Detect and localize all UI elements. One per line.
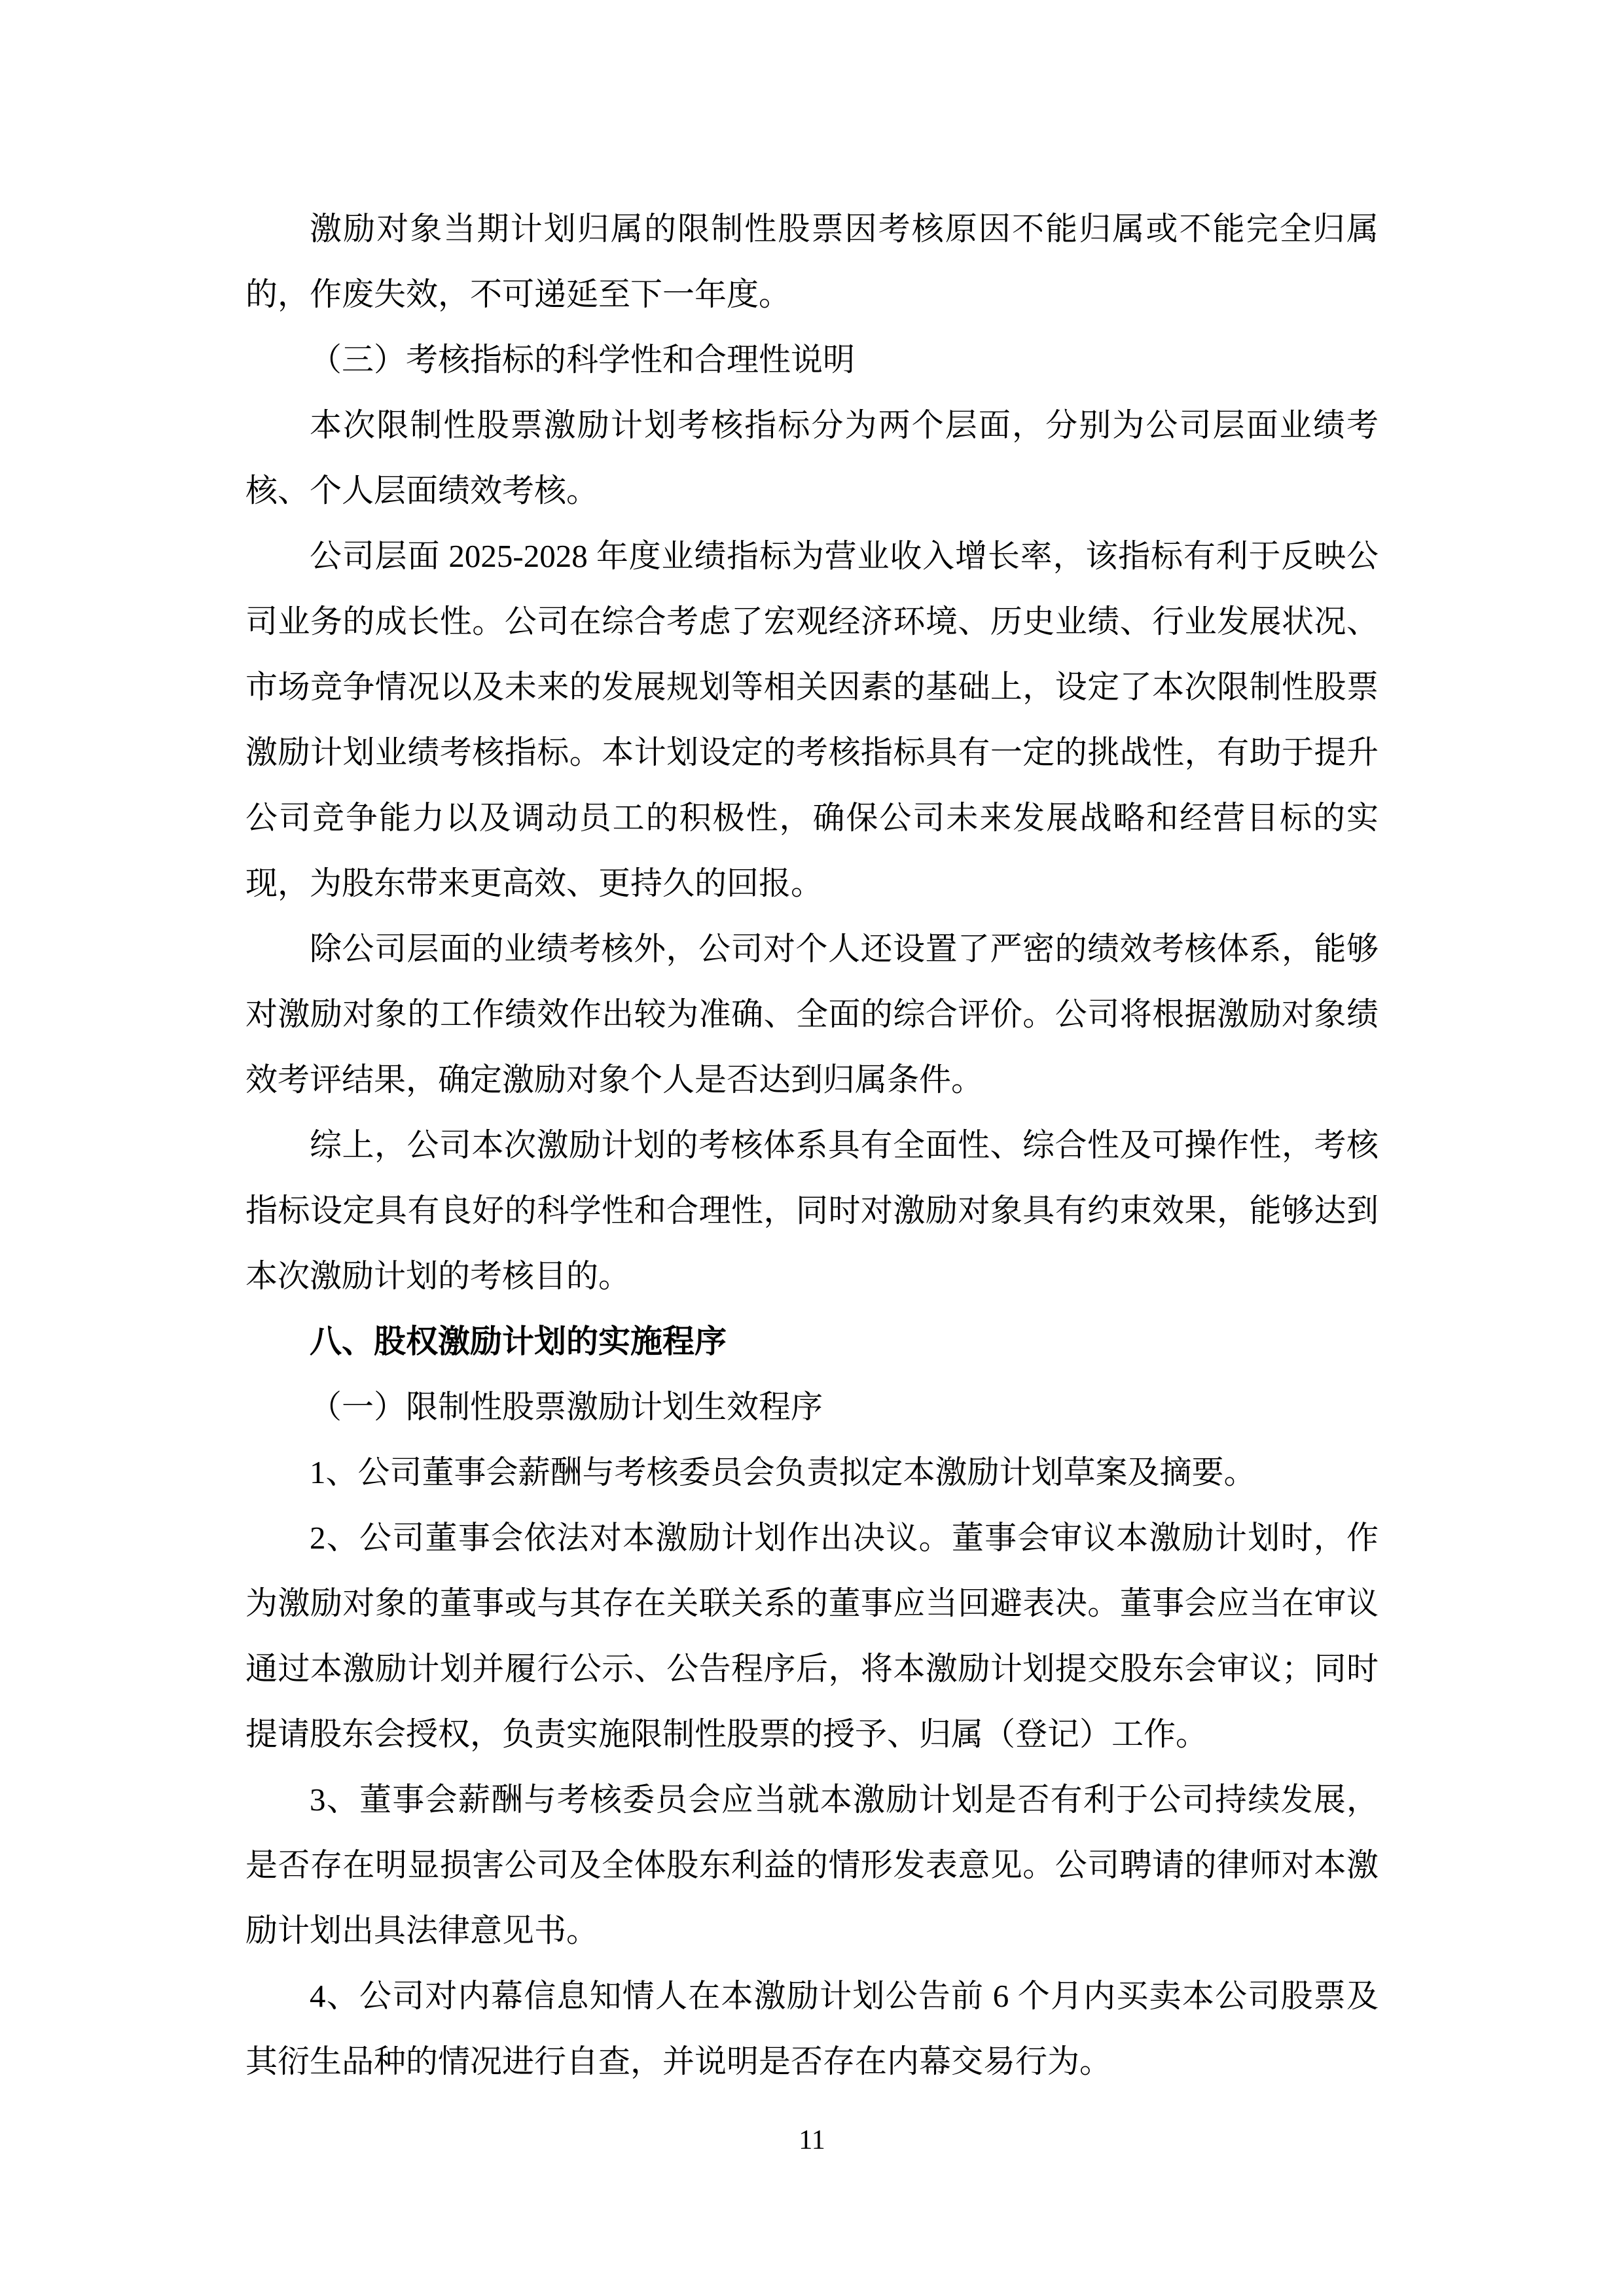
text-line: 对激励对象的工作绩效作出较为准确、全面的综合评价。公司将根据激励对象绩 bbox=[245, 996, 1379, 1032]
document-body bbox=[245, 196, 1379, 2094]
section-heading-8: 八、股权激励计划的实施程序 bbox=[310, 1323, 727, 1359]
text-line: 激励对象当期计划归属的限制性股票因考核原因不能归属或不能完全归属 bbox=[310, 211, 1379, 247]
text-line: 通过本激励计划并履行公示、公告程序后，将本激励计划提交股东会审议；同时 bbox=[245, 1651, 1379, 1687]
list-item-2: 2、公司董事会依法对本激励计划作出决议。董事会审议本激励计划时，作 bbox=[310, 1520, 1379, 1556]
text-line: 公司层面 2025-2028 年度业绩指标为营业收入增长率，该指标有利于反映公 bbox=[310, 538, 1379, 574]
text-line: 司业务的成长性。公司在综合考虑了宏观经济环境、历史业绩、行业发展状况、 bbox=[245, 603, 1379, 639]
text-line: 的，作废失效，不可递延至下一年度。 bbox=[245, 276, 791, 312]
text-line: 其衍生品种的情况进行自查，并说明是否存在内幕交易行为。 bbox=[245, 2043, 1112, 2079]
page-number: 11 bbox=[799, 2125, 825, 2155]
list-item-1: 1、公司董事会薪酬与考核委员会负责拟定本激励计划草案及摘要。 bbox=[310, 1454, 1256, 1490]
text-line: 励计划出具法律意见书。 bbox=[245, 1912, 599, 1948]
subsection-heading-1: （一）限制性股票激励计划生效程序 bbox=[310, 1389, 823, 1425]
text-line: 本次限制性股票激励计划考核指标分为两个层面，分别为公司层面业绩考 bbox=[310, 407, 1379, 443]
text-line: 激励计划业绩考核指标。本计划设定的考核指标具有一定的挑战性，有助于提升 bbox=[245, 734, 1379, 770]
text-line: 综上，公司本次激励计划的考核体系具有全面性、综合性及可操作性，考核 bbox=[310, 1127, 1379, 1163]
subsection-heading-3: （三）考核指标的科学性和合理性说明 bbox=[310, 342, 856, 378]
text-line: 本次激励计划的考核目的。 bbox=[245, 1258, 631, 1294]
text-line: 是否存在明显损害公司及全体股东利益的情形发表意见。公司聘请的律师对本激 bbox=[245, 1847, 1379, 1883]
list-item-4: 4、公司对内幕信息知情人在本激励计划公告前 6 个月内买卖本公司股票及 bbox=[310, 1978, 1379, 2014]
text-line: 核、个人层面绩效考核。 bbox=[245, 473, 599, 509]
text-line: 公司竞争能力以及调动员工的积极性，确保公司未来发展战略和经营目标的实 bbox=[245, 800, 1379, 836]
list-item-3: 3、董事会薪酬与考核委员会应当就本激励计划是否有利于公司持续发展， bbox=[310, 1782, 1379, 1818]
text-line: 效考评结果，确定激励对象个人是否达到归属条件。 bbox=[245, 1062, 984, 1098]
text-line: 现，为股东带来更高效、更持久的回报。 bbox=[245, 865, 823, 901]
text-line: 市场竞争情况以及未来的发展规划等相关因素的基础上，设定了本次限制性股票 bbox=[245, 669, 1379, 705]
text-line: 除公司层面的业绩考核外，公司对个人还设置了严密的绩效考核体系，能够 bbox=[310, 931, 1379, 967]
text-line: 指标设定具有良好的科学性和合理性，同时对激励对象具有约束效果，能够达到 bbox=[245, 1193, 1379, 1229]
text-line: 为激励对象的董事或与其存在关联关系的董事应当回避表决。董事会应当在审议 bbox=[245, 1585, 1379, 1621]
text-line: 提请股东会授权，负责实施限制性股票的授予、归属（登记）工作。 bbox=[245, 1716, 1208, 1752]
